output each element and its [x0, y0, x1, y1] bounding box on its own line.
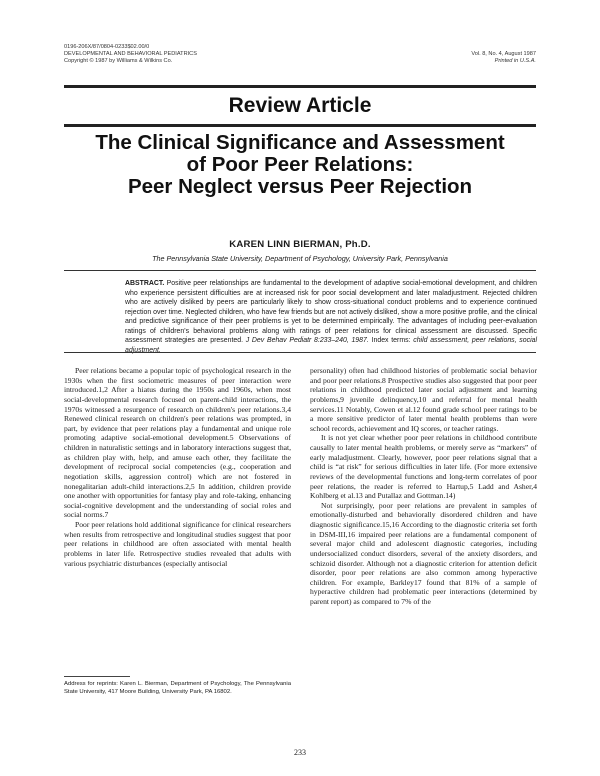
- abstract-bottom-rule: [64, 352, 536, 353]
- body-paragraph: personality) often had childhood histories of problematic social behavior and poor peer relations.8 Prospective studies also suggested that poor peer relations in childhood predicted later social adjustment and learning problems,9 juvenile delinquency,10 and referral for mental health services.11 Notably, Cowen et al.12 found grade school peer ratings to be a more sensitive predictor of later mental health problems than were school records, achievement and IQ scores, or teacher ratings.: [310, 366, 537, 433]
- abstract-text: Positive peer relationships are fundamental to the development of adaptive social-emotional development, and children who experience persistent difficulties are at increased risk for poor social development and later maladjustment. Rejected children who are actively disliked by peers are particularly likely to show cross-situational conduct problems and to experience continued rejection over time. Neglected children, who have few friends but are not actively disliked, show a more positive profile, and the clinical and predictive significance of their peer problems is yet to be determined empirically. The advantages of including peer-evaluation ratings of children's behavioral problems along with ratings of peer relations for clinical assessment are discussed. Specific assessment strategies are presented.: [125, 280, 537, 345]
- reprint-address-footnote: Address for reprints: Karen L. Bierman, Department of Psychology, The Pennsylvania State University, 417 Moore Building, University Park, PA 16802.: [64, 681, 291, 695]
- journal-header-right: [471, 51, 536, 65]
- index-terms: child assessment, peer relations, social adjustment.: [125, 337, 538, 354]
- header-line: DEVELOPMENTAL AND BEHAVIORAL PEDIATRICS: [64, 51, 197, 57]
- page-number: 233: [294, 748, 306, 757]
- abstract-label: ABSTRACT.: [125, 280, 165, 287]
- abstract-citation: J Dev Behav Pediatr 8:233–240, 1987.: [245, 337, 369, 345]
- article-title: [60, 132, 540, 198]
- header-line: 0196-206X/87/0804-0233$02.00/0: [64, 44, 150, 50]
- author-affiliation: The Pennsylvania State University, Department of Psychology, University Park, Pennsylvania: [152, 254, 448, 263]
- body-paragraph: It is not yet clear whether poor peer relations in childhood contribute causally to later mental health problems, or merely serve as “markers” of early maladjustment. Clearly, however, poor peer relations signal that a child is “at risk” for serious difficulties in later life. (For more extensive reviews of the developmental functions and long-term correlates of poor peer relations, the reader is referred to Hartup,5 Ladd and Asher,4 Kohlberg et al.13 and Putallaz and Gottman.14): [310, 433, 537, 501]
- title-line: of Poor Peer Relations:: [186, 153, 414, 176]
- abstract: [125, 279, 537, 355]
- body-column-left: [64, 366, 291, 568]
- body-paragraph: Not surprisingly, poor peer relations are prevalent in samples of emotionally-disturbed and behaviorally disordered children and have diagnostic significance.15,16 According to the diagnostic criteria set forth in DSM-III,16 impaired peer relations are a fundamental component of several major child and adolescent diagnostic categories, including undersocialized conduct disorders, several of the anxiety disorders, and schizoid disorder. Although not a diagnostic criterion for attention deficit disorder, poor peer relations are also common among hyperactive children. For example, Barkley17 found that 81% of a sample of hyperactive children had problematic peer interactions (determined by parent report) as compared to 7% of the: [310, 500, 537, 606]
- body-paragraph: Poor peer relations hold additional significance for clinical researchers when results from retrospective and longitudinal studies suggest that poor peer relations in childhood are often associated with mental health problems in later life. Retrospective studies revealed that adults with various psychiatric disturbances (especially antisocial: [64, 520, 291, 568]
- article-type-banner: [64, 85, 536, 127]
- journal-header-left: [64, 44, 197, 65]
- footnote-rule: [64, 676, 130, 677]
- header-line: Copyright © 1987 by Williams & Wilkins Co.: [64, 58, 173, 64]
- article-type-label: Review Article: [228, 94, 372, 117]
- author-name: KAREN LINN BIERMAN, Ph.D.: [229, 239, 371, 250]
- volume-info: Vol. 8, No. 4, August 1987: [471, 51, 536, 57]
- index-terms-label: Index terms:: [371, 337, 411, 345]
- title-line: Peer Neglect versus Peer Rejection: [127, 175, 473, 198]
- title-line: The Clinical Significance and Assessment: [95, 131, 505, 154]
- abstract-top-rule: [64, 270, 536, 271]
- body-paragraph: Peer relations became a popular topic of psychological research in the 1930s when the first sociometric measures of peer interaction were introduced.1,2 After a hiatus during the 1950s and 1960s, when most social-developmental research focused on parent-child interactions, the 1970s witnessed a resurgence of research on children's peer relations.3,4 Renewed clinical research on children's peer relations was prompted, in part, by evidence that peer relations play a fundamental and unique role promoting adaptive social-emotional development.5 Observations of children in naturalistic settings and in laboratory interactions suggest that, as children play with, help, and amuse each other, they facilitate the development of reciprocal social competencies (e.g., cooperation and negotiation skills, aggression control) which are not fostered in nonegalitarian adult-child interactions.2,5 In addition, children provide one another with opportunities for fantasy play and role-taking, enhancing social-cognitive development and the understanding of social roles and social norms.7: [64, 366, 291, 520]
- body-column-right: [310, 366, 537, 607]
- printed-in: Printed in U.S.A.: [494, 58, 536, 64]
